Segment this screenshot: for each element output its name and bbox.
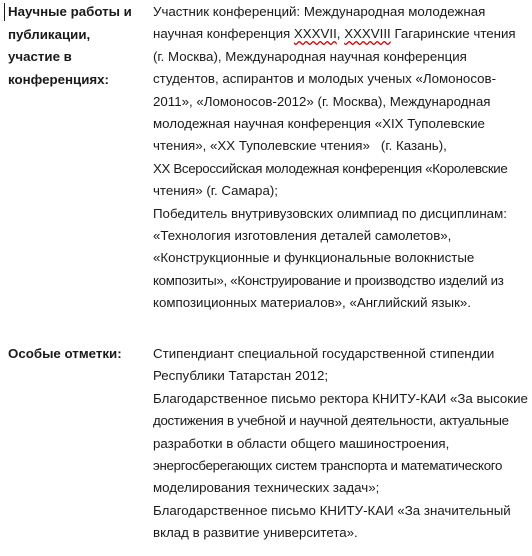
text-fragment: научная конференция: [153, 26, 294, 42]
publications-label-line: участие в: [8, 49, 72, 64]
publications-line: [153, 23, 525, 45]
notes-content: [153, 343, 528, 545]
publications-line: «Конструкционные и функциональные волокнистые: [153, 250, 475, 266]
publications-label-line: конференциях:: [8, 71, 109, 87]
text-fragment: ,: [336, 26, 345, 42]
notes-line: Стипендиант специальной государственной стипендии: [153, 346, 495, 361]
text-fragment: Гагаринские чтения: [390, 26, 516, 42]
text-cursor: [4, 3, 5, 21]
publications-line: композиты», «Конструирование и производство изделий из: [153, 272, 504, 288]
publications-line: студентов, аспирантов и молодых ученых «Ломоносов-: [153, 71, 497, 87]
notes-line: разработки в области общего машиностроения,: [153, 435, 450, 451]
notes-line: Благодарственное письмо ректора КНИТУ-КАИ «За высокие: [153, 390, 528, 406]
publications-line: 2011», «Ломоносов-2012» (г. Москва), Международная: [153, 93, 491, 109]
publications-line: Участник конференций: Международная молодежная: [153, 4, 486, 19]
publications-line: XX Всероссийская молодежная конференция «Королевские: [153, 160, 508, 176]
spellcheck-underlined-word: XXXVII: [293, 26, 337, 42]
publications-line: молодежная научная конференция «XIX Туполевские: [153, 116, 485, 132]
notes-line: Республики Татарстан 2012;: [153, 368, 329, 384]
notes-label: [8, 343, 150, 366]
publications-label-line: публикации,: [8, 26, 91, 42]
publications-line: чтения», «XX Туполевские чтения» (г. Казань),: [153, 138, 447, 154]
publications-label-line: Научные работы и: [8, 4, 132, 19]
publications-line: композиционных материалов», «Английский язык».: [153, 295, 472, 311]
notes-label-text: Особые отметки:: [8, 346, 122, 361]
notes-line: моделирования технических задач»;: [153, 480, 380, 496]
publications-line: чтения» (г. Самара);: [153, 183, 278, 199]
notes-line: энергосберегающих систем транспорта и математического: [153, 458, 503, 474]
notes-line: Благодарственное письмо КНИТУ-КАИ «За значительный: [153, 502, 511, 518]
publications-content: [153, 1, 525, 315]
spellcheck-underlined-word: XXXVIII: [344, 26, 391, 42]
publications-label: [8, 1, 150, 91]
publications-line: Победитель внутривузовских олимпиад по дисциплинам:: [153, 205, 507, 221]
publications-line: «Технология изготовления деталей самолетов»,: [153, 228, 452, 244]
notes-line: достижения в учебной и научной деятельности, актуальные: [153, 413, 509, 429]
publications-line: (г. Москва), Международная научная конференция: [153, 48, 467, 64]
notes-line: вклад в развитие университета».: [153, 525, 358, 541]
